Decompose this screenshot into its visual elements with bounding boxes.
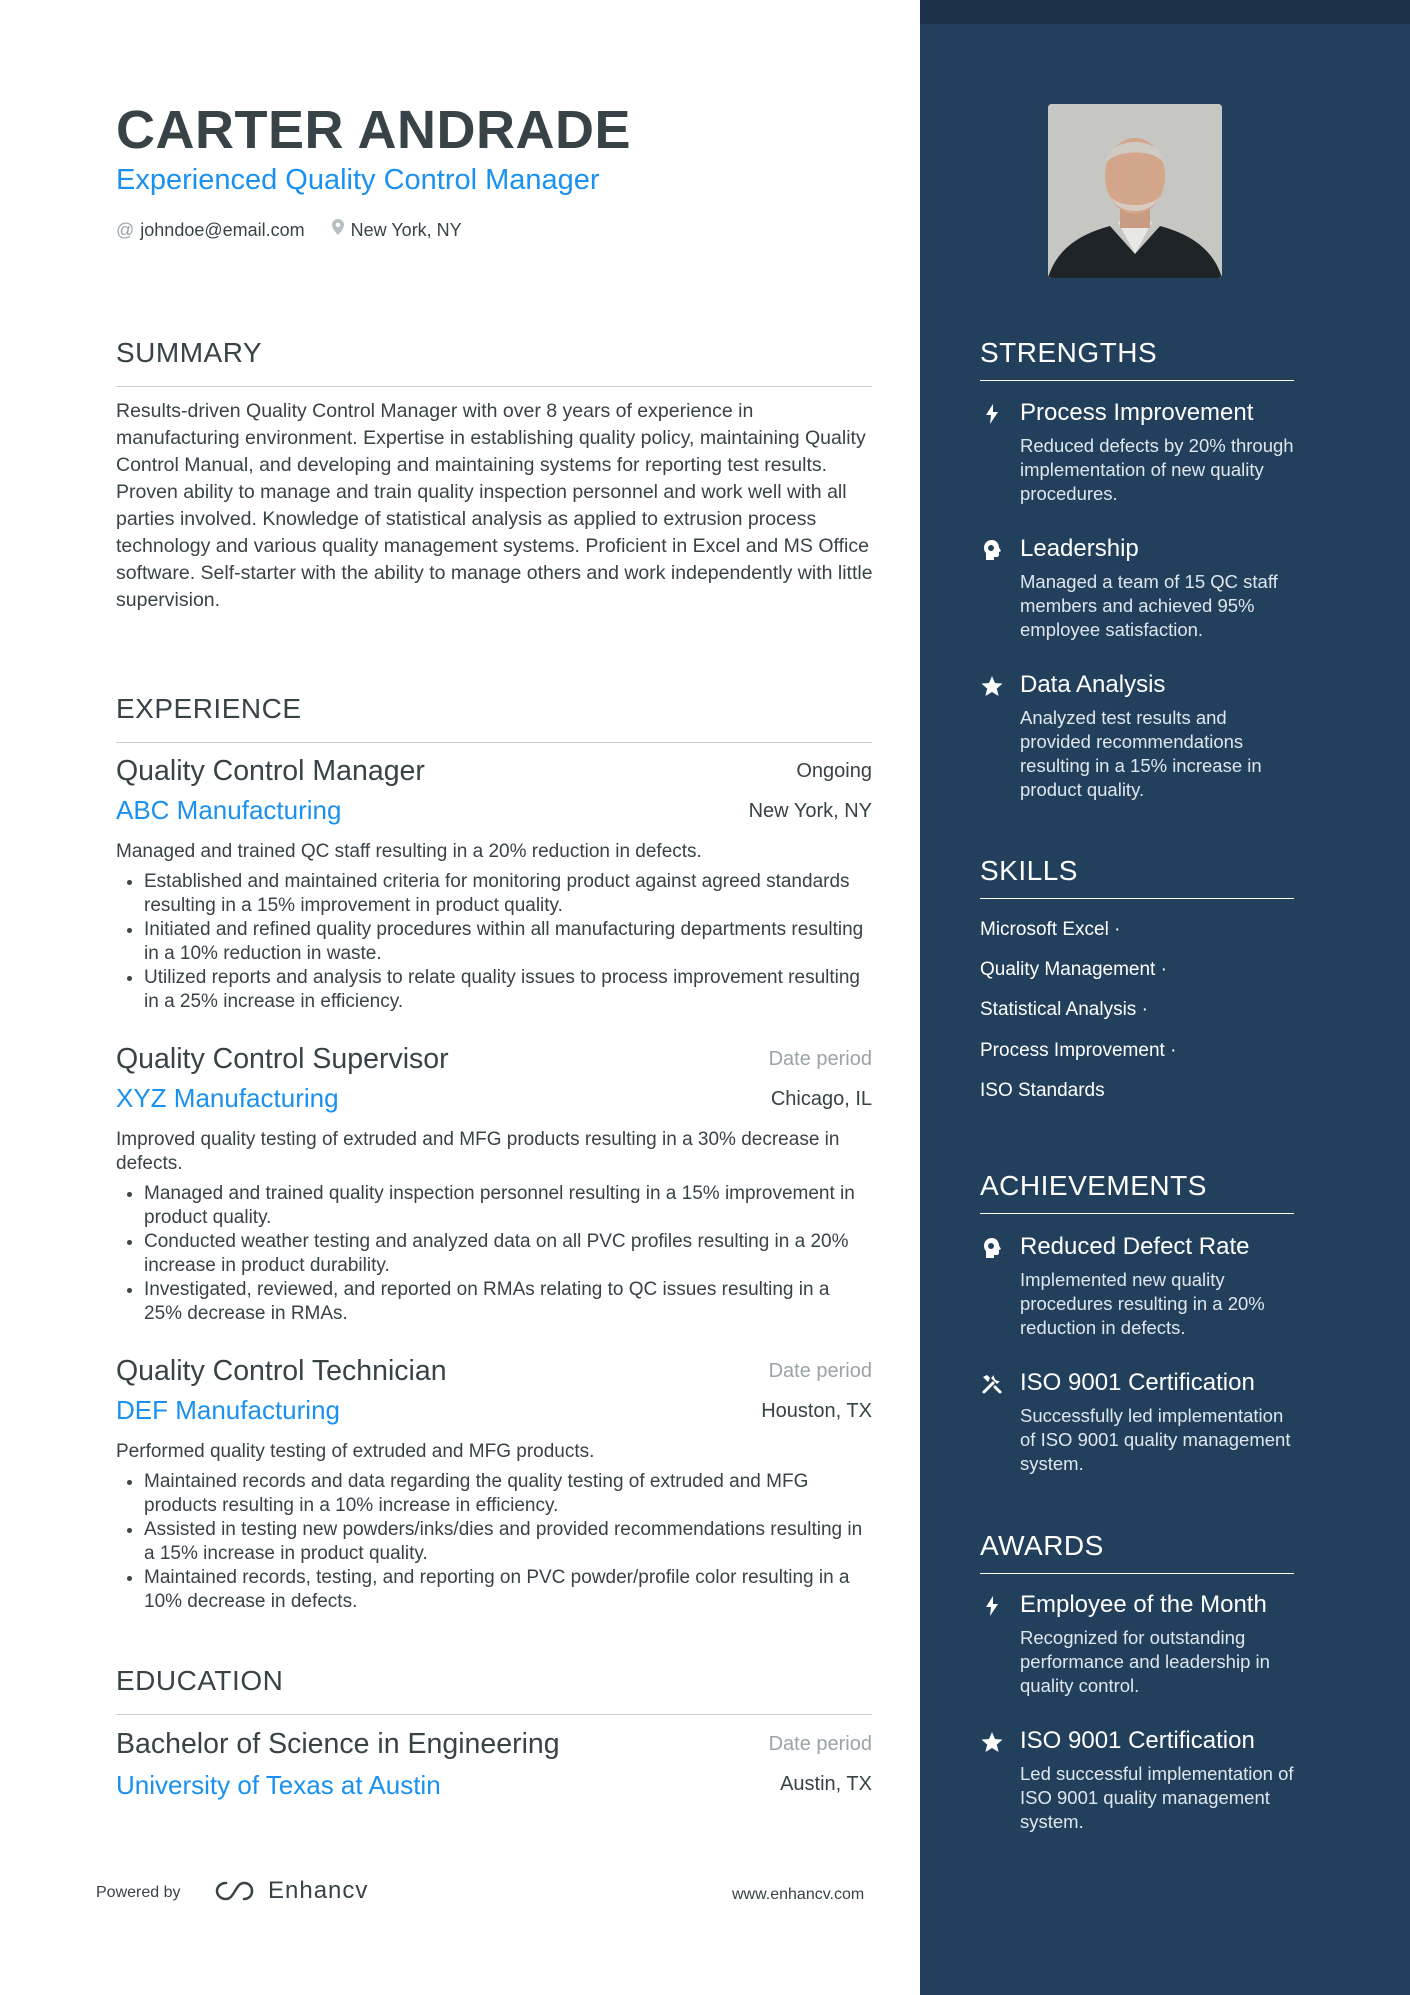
at-icon: @: [116, 220, 135, 240]
location-text: New York, NY: [350, 220, 462, 240]
skill-item: Statistical Analysis ·: [980, 999, 1148, 1020]
awards-heading: AWARDS: [980, 1529, 1294, 1574]
job-entry: [116, 1354, 872, 1624]
sidebar: [920, 0, 1410, 1995]
job-company[interactable]: DEF Manufacturing: [116, 1395, 340, 1425]
achievement-desc: Implemented new quality procedures resulting in a 20% reduction in defects.: [1020, 1269, 1265, 1338]
degree: Bachelor of Science in Engineering: [116, 1728, 560, 1760]
job-entry: [116, 1042, 872, 1332]
tools-icon: [980, 1372, 1004, 1396]
bullet-item: • Conducted weather testing and analyzed data on all PVC profiles resulting in a 20% increase in product durability.: [144, 1230, 872, 1278]
skill-item: Process Improvement ·: [980, 1040, 1177, 1061]
job-location: Houston, TX: [761, 1400, 872, 1422]
job-company[interactable]: XYZ Manufacturing: [116, 1083, 339, 1113]
strength-title: Process Improvement: [1020, 399, 1254, 426]
job-date: Date period: [768, 1048, 872, 1070]
website-link[interactable]: www.enhancv.com: [732, 1886, 865, 1903]
job-title: Quality Control Technician: [116, 1355, 447, 1387]
experience-heading: EXPERIENCE: [116, 692, 872, 743]
email-text[interactable]: johndoe@email.com: [140, 220, 305, 240]
skill-item: Microsoft Excel ·: [980, 919, 1121, 940]
summary-heading: SUMMARY: [116, 336, 872, 387]
job-title: Quality Control Manager: [116, 755, 425, 787]
job-title: Quality Control Supervisor: [116, 1043, 449, 1075]
bullet-item: • Utilized reports and analysis to relate quality issues to process improvement resulting in a 25% increase in efficiency.: [144, 966, 872, 1014]
job-description: Improved quality testing of extruded and MFG products resulting in a 30% decrease in defects.: [116, 1129, 840, 1174]
award-desc: Recognized for outstanding performance and leadership in quality control.: [1020, 1627, 1270, 1696]
strength-title: Leadership: [1020, 535, 1139, 562]
strengths-heading: STRENGTHS: [980, 336, 1294, 381]
bolt-icon: [980, 402, 1004, 426]
strength-desc: Managed a team of 15 QC staff members and achieved 95% employee satisfaction.: [1020, 571, 1278, 640]
job-description: Performed quality testing of extruded and MFG products.: [116, 1441, 595, 1462]
school[interactable]: University of Texas at Austin: [116, 1770, 441, 1800]
award-title: Employee of the Month: [1020, 1591, 1267, 1618]
bullet-item: • Initiated and refined quality procedures within all manufacturing departments resulting in a 10% reduction in waste.: [144, 918, 872, 966]
strength-title: Data Analysis: [1020, 671, 1166, 698]
education-entry: [116, 1727, 872, 1807]
achievement-title: Reduced Defect Rate: [1020, 1233, 1250, 1260]
bullet-item: • Investigated, reviewed, and reported on RMAs relating to QC issues resulting in a 25% decrease in RMAs.: [144, 1278, 872, 1326]
bullet-item: • Managed and trained quality inspection personnel resulting in a 15% improvement in product quality.: [144, 1182, 872, 1230]
job-company[interactable]: ABC Manufacturing: [116, 795, 342, 825]
education-heading: EDUCATION: [116, 1664, 872, 1715]
head-icon: [980, 538, 1004, 562]
award-desc: Led successful implementation of ISO 9001 quality management system.: [1020, 1763, 1294, 1832]
star-icon: [980, 1730, 1004, 1754]
bolt-icon: [980, 1594, 1004, 1618]
enhancv-logo-text: Enhancv: [268, 1877, 369, 1904]
job-bullets: [116, 1182, 872, 1326]
job-entry: [116, 754, 872, 1014]
contact-info: [116, 218, 462, 242]
education-location: Austin, TX: [780, 1773, 872, 1795]
bullet-item: • Maintained records, testing, and reporting on PVC powder/profile color resulting in a 10% decrease in defects.: [144, 1566, 872, 1614]
candidate-name: CARTER ANDRADE: [116, 100, 631, 160]
education-date: Date period: [768, 1733, 872, 1755]
award-title: ISO 9001 Certification: [1020, 1727, 1255, 1754]
powered-by-text: Powered by: [96, 1884, 181, 1901]
bullet-item: • Maintained records and data regarding the quality testing of extruded and MFG products resulting in a 10% increase in efficiency.: [144, 1470, 872, 1518]
enhancv-logo-icon: [214, 1879, 260, 1903]
profile-photo: [1048, 104, 1222, 278]
job-bullets: [116, 870, 872, 1014]
enhancv-logo[interactable]: [214, 1877, 368, 1905]
achievement-desc: Successfully led implementation of ISO 9001 quality management system.: [1020, 1405, 1291, 1474]
strength-desc: Reduced defects by 20% through implementation of new quality procedures.: [1020, 435, 1294, 504]
achievement-title: ISO 9001 Certification: [1020, 1369, 1255, 1396]
head-icon: [980, 1236, 1004, 1260]
achievements-heading: ACHIEVEMENTS: [980, 1169, 1294, 1214]
job-date: Date period: [768, 1360, 872, 1382]
strength-desc: Analyzed test results and provided recommendations resulting in a 15% increase in product quality.: [1020, 707, 1262, 800]
job-description: Managed and trained QC staff resulting in a 20% reduction in defects.: [116, 841, 702, 862]
job-location: New York, NY: [748, 800, 872, 822]
bullet-item: • Assisted in testing new powders/inks/dies and provided recommendations resulting in a 15% increase in product quality.: [144, 1518, 872, 1566]
job-date: Ongoing: [796, 760, 872, 782]
star-icon: [980, 674, 1004, 698]
bullet-item: • Established and maintained criteria for monitoring product against agreed standards resulting in a 15% improvement in product quality.: [144, 870, 872, 918]
sidebar-top-bar: [920, 0, 1410, 24]
skill-item: ISO Standards: [980, 1080, 1105, 1101]
skill-item: Quality Management ·: [980, 959, 1167, 980]
candidate-title: Experienced Quality Control Manager: [116, 164, 600, 196]
summary-text: Results-driven Quality Control Manager with over 8 years of experience in manufacturing environment. Expertise in establishing quality policy, maintaining Quality Control Manual, and developing and maintaining systems for reporting test results. Proven ability to manage and train quality inspection personnel and work well with all parties involved. Knowledge of statistical analysis as applied to extrusion process technology and various quality management systems. Proficient in Excel and MS Office software. Self-starter with the ability to manage others and work independently with little supervision.: [116, 400, 873, 611]
job-location: Chicago, IL: [770, 1088, 872, 1110]
skills-heading: SKILLS: [980, 854, 1294, 899]
job-bullets: [116, 1470, 872, 1614]
location-pin-icon: [331, 218, 345, 242]
